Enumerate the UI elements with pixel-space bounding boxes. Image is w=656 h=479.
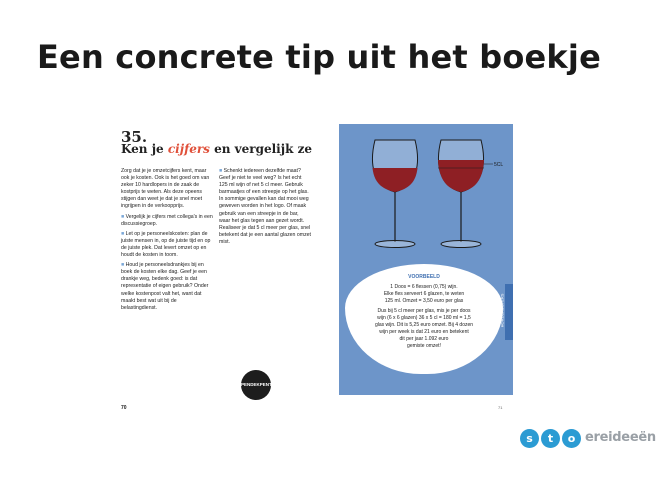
logo-letter-o: o [562,429,581,448]
bullet-paragraph [121,231,213,259]
chapter-title-highlight: cijfers [167,142,210,156]
paragraph: Zorg dat je je omzetcijfers kent, maar ook je kosten. Ook is het goed om van zeker 10 hardlopers in de zaak de kostprijs te weten. Als deze opeens stijgen dan weet je dat je snel moet ingrijpen in de verkoopprijs. [121,168,210,210]
page-number-left: 70 [121,405,127,411]
example-label: VOORBEELD [408,274,440,280]
side-tab [499,284,513,340]
glass-measure-label: 5CL [494,162,504,168]
example-text [353,274,495,353]
page-number-right: 71 [498,405,503,410]
wine-glass-right [438,140,484,248]
chapter-title-post: en vergelijk ze [209,142,313,156]
bullet-icon: ■ [121,213,126,220]
slide-title: Een concrete tip uit het boekje [37,38,601,76]
text-column-left [121,168,213,315]
example-line: glas wijn. Dit is 5,25 euro omzet. Bij 4 dozen [374,322,474,328]
example-line: wijn per week is dat 21 euro en betekent [379,329,469,335]
bullet-text: Let op je personeelskosten: plan de juiste mensen in, op de juiste tijd en op de juiste plek. Dat levert omzet op en houdt de kosten in toom. [121,230,211,259]
example-line: 125 ml. Omzet = 3,50 euro per glas [384,298,464,304]
bullet-paragraph [121,262,213,312]
example-line: gemiste omzet! [407,343,441,349]
text-column-right [219,168,311,249]
side-tab-label: HORECACIJFERS [499,293,505,328]
example-line: 1 Doos = 6 flessen (0,75) wijn. [390,284,458,290]
book-spread [113,124,523,416]
chapter-title-pre: Ken je [121,142,168,156]
tip-badge: PENDEKPENT [241,370,271,400]
stoere-ideeen-logo [518,421,656,466]
chapter-title [121,142,312,156]
bullet-text: Schenkt iedereen dezelfde maat? Geef je niet te veel weg? Is het echt 125 ml wijn of net 5 cl meer. Gebruik barmaatjes of een streepje op het glas. In sommige gevallen kan dat mooi weg geweven worden in het logo. Of maak gebruik van een streepje in de bar, waar het glas tegen aan gezet wordt. Realiseer je dat 5 cl meer per glas, snel betekent dat je een aantal glazen omzet mist. [219,168,311,245]
example-block-1 [353,284,495,305]
logo-letter-t: t [541,429,560,448]
bullet-icon: ■ [121,262,126,269]
bullet-paragraph [121,214,213,228]
logo-letter-s: s [520,429,539,448]
example-block-2 [353,308,495,350]
example-line: wijn (6 x 6 glazen) 36 x 5 cl = 180 ml = 1,5 [377,315,471,321]
example-line: Elke fles serveert 6 glazen, te weten [383,291,465,297]
left-page [113,124,313,416]
example-line: dit per jaar 1.092 euro [399,336,449,342]
example-line: Dus bij 5 cl meer per glas, mis je per doos [377,308,471,314]
bullet-paragraph [219,168,311,246]
logo-wordmark: ereideeën [585,430,656,445]
bullet-icon: ■ [219,168,224,174]
wine-glass-left [372,140,417,248]
bullet-icon: ■ [121,230,126,237]
bullet-text: Houd je personeelsdrankjes bij en boek de kosten elke dag. Geef je een drankje weg, bedenk goed: is dat representatie of eigen gebruik? Onder welke kostenpost valt het, want dat maakt best wat uit bij de belastingdienst. [121,262,209,311]
wine-glasses-illustration [363,134,513,254]
chapter-number: 35. [121,128,148,146]
bullet-text: Vergelijk je cijfers met collega's in een discussiegroep. [121,213,213,227]
